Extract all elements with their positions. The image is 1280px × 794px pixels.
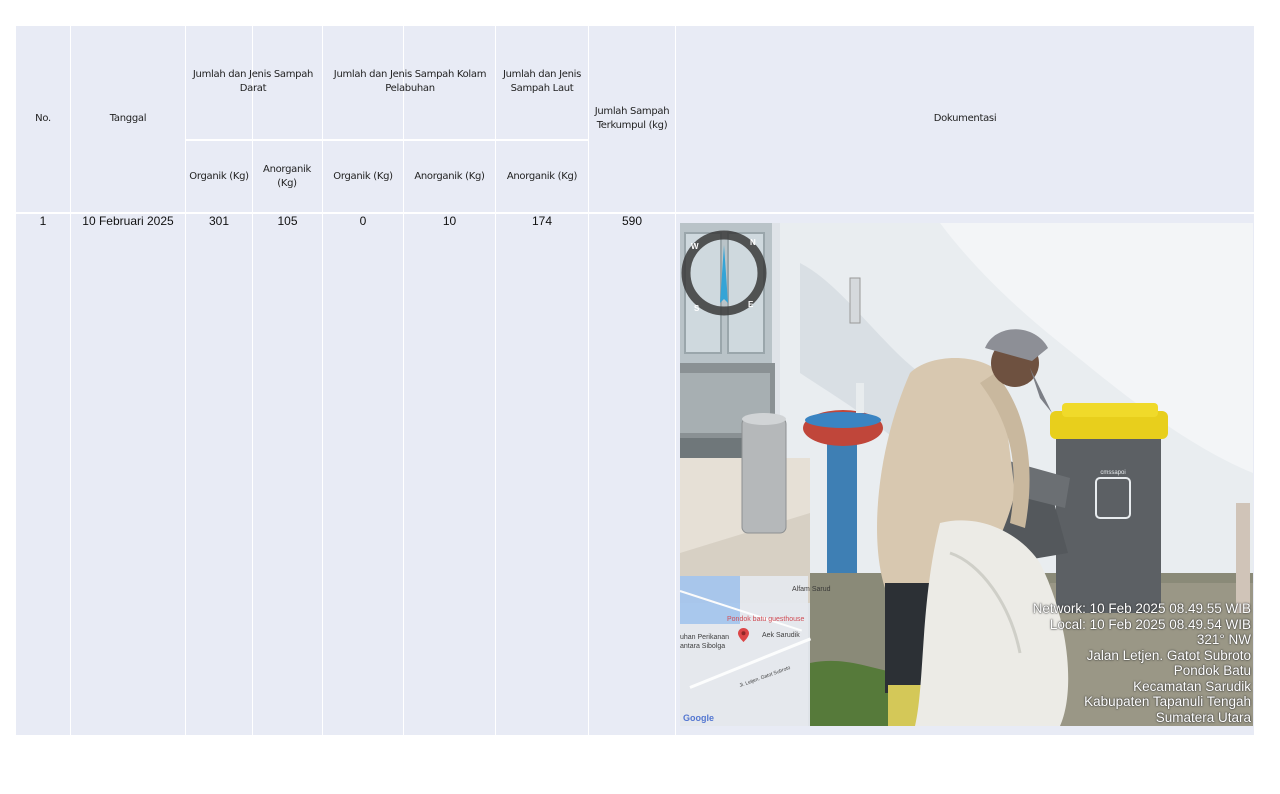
compass-letter-e: E bbox=[748, 300, 754, 309]
header-kolam-organik: Organik (Kg) bbox=[333, 170, 393, 182]
compass-letter-s: S bbox=[694, 304, 700, 313]
header-laut-anorganik: Anorganik (Kg) bbox=[506, 170, 578, 182]
header-no: No. bbox=[35, 113, 51, 124]
geotag-line: Pondok Batu bbox=[1173, 663, 1251, 678]
location-minimap bbox=[680, 576, 831, 726]
compass-letter-n: N bbox=[750, 238, 756, 247]
cell-tanggal: 10 Februari 2025 bbox=[82, 214, 174, 228]
geotag-line: Kabupaten Tapanuli Tengah bbox=[1084, 694, 1251, 709]
compass-icon bbox=[682, 225, 766, 325]
cell-darat-anorganik: 105 bbox=[277, 214, 298, 228]
data-table bbox=[16, 26, 1254, 735]
google-logo: Google bbox=[683, 713, 714, 723]
cell-kolam-organik: 0 bbox=[359, 214, 367, 228]
header-darat-organik: Organik (Kg) bbox=[189, 170, 249, 182]
header-sampah-kolam: Jumlah dan Jenis Sampah Kolam Pelabuhan bbox=[333, 69, 487, 94]
header-tanggal: Tanggal bbox=[109, 113, 147, 124]
map-label-left1: uhan Perikanan bbox=[680, 634, 730, 641]
bin-label: cmssapoi bbox=[1100, 470, 1126, 476]
map-pin-icon bbox=[738, 628, 749, 642]
geotag-line: Kecamatan Sarudik bbox=[1133, 678, 1251, 694]
map-label-left2: antara Sibolga bbox=[680, 643, 726, 650]
column-divider bbox=[322, 26, 323, 735]
header-darat-anorganik: Anorganik (Kg) bbox=[263, 163, 311, 189]
geotag-line: Sumatera Utara bbox=[1155, 709, 1251, 725]
column-divider bbox=[185, 26, 186, 735]
geotag-line: Local: 10 Feb 2025 08.49.54 WIB bbox=[1049, 616, 1251, 632]
cell-kolam-anorganik: 10 bbox=[442, 214, 457, 228]
geotag-line: Jalan Letjen. Gatot Subroto bbox=[1086, 647, 1251, 663]
map-label-poi: Alfam Sarud bbox=[792, 586, 831, 593]
header-kolam-anorganik: Anorganik (Kg) bbox=[414, 170, 485, 182]
compass-letter-w: W bbox=[691, 242, 699, 251]
cell-jumlah-terkumpul: 590 bbox=[621, 214, 643, 228]
column-divider bbox=[495, 26, 496, 735]
map-label-place: Pondok batu guesthouse bbox=[727, 616, 805, 623]
map-label-area: Aek Sarudik bbox=[762, 632, 800, 639]
geotag-line: Network: 10 Feb 2025 08.49.55 WIB bbox=[1032, 601, 1251, 616]
header-jumlah-terkumpul: Jumlah Sampah Terkumpul (kg) bbox=[594, 106, 670, 131]
cell-darat-organik: 301 bbox=[208, 214, 230, 228]
cell-no: 1 bbox=[39, 214, 47, 228]
header-sampah-laut: Jumlah dan Jenis Sampah Laut bbox=[502, 69, 582, 94]
documentation-photo bbox=[680, 223, 1253, 726]
header-dokumentasi: Dokumentasi bbox=[933, 113, 997, 124]
geotag-line: 321° NW bbox=[1196, 632, 1251, 647]
column-divider bbox=[252, 26, 253, 735]
cell-laut-anorganik: 174 bbox=[531, 214, 553, 228]
column-divider bbox=[403, 26, 404, 735]
header-sampah-darat: Jumlah dan Jenis Sampah Darat bbox=[192, 69, 314, 94]
geotag-overlay bbox=[1033, 601, 1251, 725]
map-label-road: Jl. Letjen. Gatot Subroto bbox=[738, 664, 792, 690]
